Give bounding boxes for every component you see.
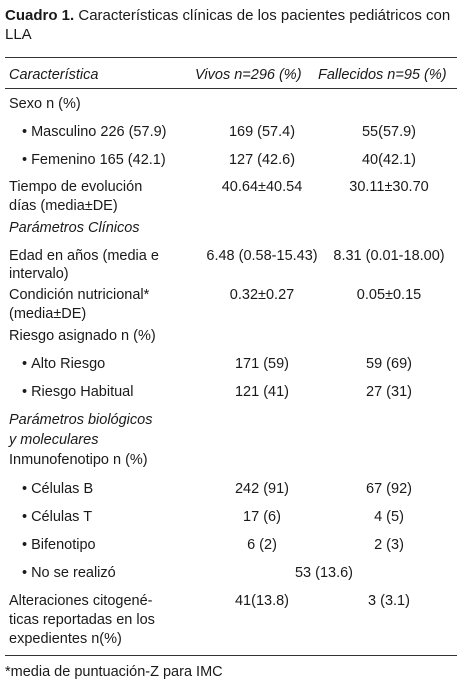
row-condicion-label-2: (media±DE)	[9, 306, 87, 322]
row-celulas-t-vivos: 17 (6)	[243, 509, 281, 525]
caption-text: Características clínicas de los pacientes pediátricos con LLA	[5, 7, 451, 43]
row-sexo-label: Sexo n (%)	[9, 96, 81, 112]
row-celulas-b-label: • Células B	[22, 480, 93, 499]
row-celulas-t-label: • Células T	[22, 508, 92, 527]
top-rule	[5, 57, 457, 58]
footnote: *media de puntuación-Z para IMC	[5, 664, 223, 680]
row-alteraciones-fallecidos: 3 (3.1)	[368, 593, 410, 609]
section-parametros-biologicos-1: Parámetros biológicos	[9, 412, 153, 428]
row-habitual-vivos: 121 (41)	[234, 384, 289, 400]
row-alto-vivos: 171 (59)	[234, 356, 289, 372]
row-celulas-b-vivos: 242 (91)	[234, 481, 289, 497]
row-masculino-label: • Masculino 226 (57.9)	[22, 123, 167, 142]
caption-label: Cuadro 1.	[5, 7, 75, 24]
row-femenino-vivos: 127 (42.6)	[228, 152, 296, 168]
row-edad-fallecidos: 8.31 (0.01-18.00)	[333, 248, 445, 264]
row-tiempo-label-1: Tiempo de evolución	[9, 179, 143, 195]
section-parametros-biologicos-2: y moleculares	[9, 432, 99, 448]
row-alteraciones-label-3: expedientes n(%)	[9, 631, 122, 647]
row-masculino-vivos: 169 (57.4)	[228, 124, 296, 140]
table-caption	[5, 6, 457, 44]
row-no-realizo-label: • No se realizó	[22, 564, 116, 583]
bottom-rule	[5, 655, 457, 656]
row-bifenotipo-vivos: 6 (2)	[247, 537, 277, 553]
header-rule	[5, 88, 457, 89]
row-alteraciones-label-2: ticas reportadas en los	[9, 612, 155, 628]
row-habitual-fallecidos: 27 (31)	[366, 384, 412, 400]
row-masculino-fallecidos: 55(57.9)	[361, 124, 416, 140]
row-edad-vivos: 6.48 (0.58-15.43)	[206, 248, 318, 264]
row-tiempo-fallecidos: 30.11±30.70	[349, 179, 429, 195]
row-bifenotipo-label: • Bifenotipo	[22, 536, 96, 555]
row-celulas-b-fallecidos: 67 (92)	[366, 481, 412, 497]
row-celulas-t-fallecidos: 4 (5)	[374, 509, 404, 525]
row-alto-label: • Alto Riesgo	[22, 355, 105, 374]
row-edad-label-2: intervalo)	[9, 266, 69, 282]
row-tiempo-label-2: días (media±DE)	[9, 198, 118, 214]
section-parametros-clinicos: Parámetros Clínicos	[9, 220, 140, 236]
header-fallecidos: Fallecidos n=95 (%)	[318, 67, 447, 83]
row-femenino-label: • Femenino 165 (42.1)	[22, 151, 166, 170]
row-inmuno-label: Inmunofenotipo n (%)	[9, 452, 148, 468]
row-edad-label-1: Edad en años (media e	[9, 248, 159, 264]
row-femenino-fallecidos: 40(42.1)	[361, 152, 416, 168]
row-bifenotipo-fallecidos: 2 (3)	[374, 537, 404, 553]
row-alteraciones-label-1: Alteraciones citogené-	[9, 593, 153, 609]
header-caracteristica: Característica	[9, 67, 99, 83]
row-tiempo-vivos: 40.64±40.54	[221, 179, 303, 195]
row-condicion-fallecidos: 0.05±0.15	[356, 287, 422, 303]
row-alto-fallecidos: 59 (69)	[366, 356, 412, 372]
row-habitual-label: • Riesgo Habitual	[22, 383, 133, 402]
row-condicion-vivos: 0.32±0.27	[229, 287, 295, 303]
row-no-realizo-merged: 53 (13.6)	[294, 565, 354, 581]
row-condicion-label-1: Condición nutricional*	[9, 287, 150, 303]
header-vivos: Vivos n=296 (%)	[195, 67, 302, 83]
row-riesgo-label: Riesgo asignado n (%)	[9, 328, 156, 344]
row-alteraciones-vivos: 41(13.8)	[234, 593, 289, 609]
